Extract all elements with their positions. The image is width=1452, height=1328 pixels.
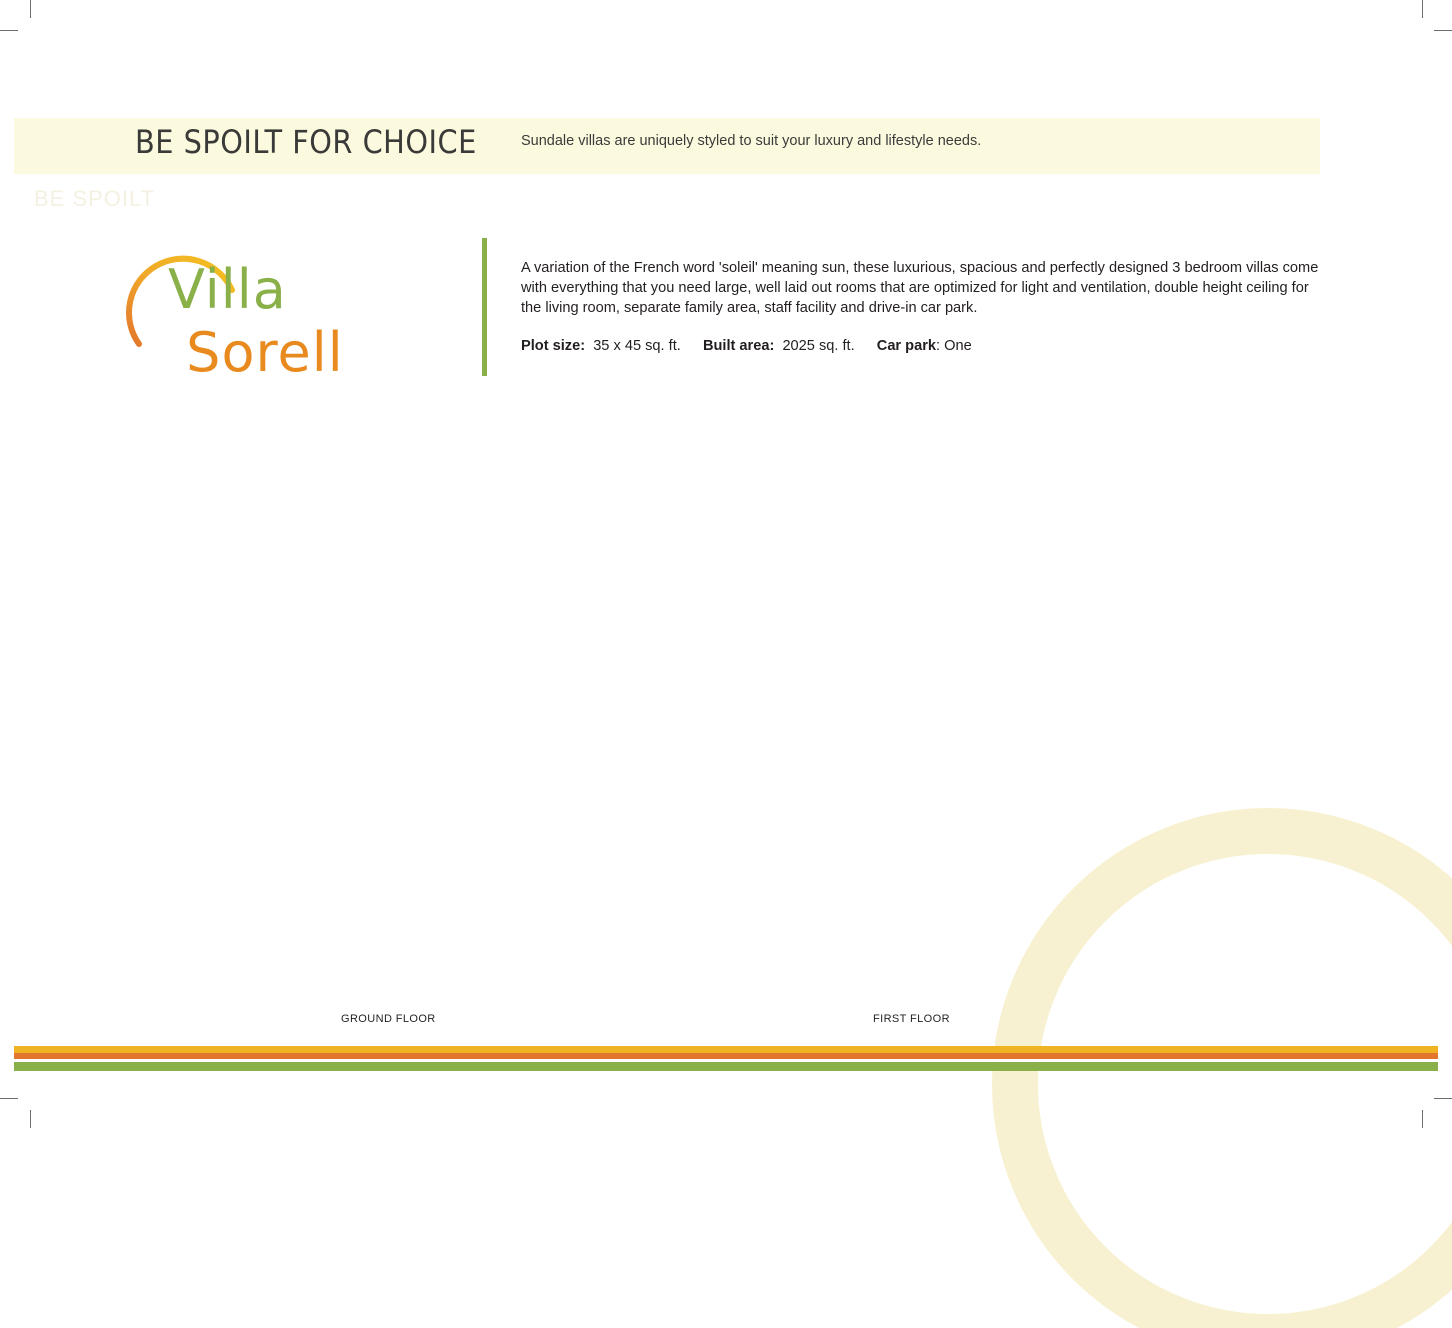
crop-mark-left-bottom: [0, 1098, 18, 1099]
crop-mark-bottom-right: [1422, 1110, 1423, 1128]
logo-word-sorell: Sorell: [186, 321, 344, 384]
vertical-accent-rule: [482, 238, 487, 376]
villa-description: A variation of the French word 'soleil' meaning sun, these luxurious, spacious and perfectly designed 3 bedroom villas come with everything that you need large, well laid out rooms that are optimized for light and ventilation, double height ceiling for the living room, separate family area, staff facility and drive-in car park.: [521, 260, 1319, 316]
villa-specs: [521, 338, 972, 354]
crop-mark-right-bottom: [1434, 1098, 1452, 1099]
footer-stripe-yellow: [14, 1046, 1438, 1053]
car-park-value: : One: [936, 338, 972, 354]
built-area-value: 2025 sq. ft.: [782, 338, 855, 354]
villa-sorell-logo: [125, 228, 455, 384]
car-park-label: Car park: [876, 338, 936, 354]
page-title: BE SPOILT FOR CHOICE: [135, 123, 477, 161]
built-area-label: Built area:: [702, 338, 775, 354]
first-floor-label: FIRST FLOOR: [873, 1013, 950, 1025]
plot-size-label: Plot size:: [521, 338, 586, 354]
header-subtitle: Sundale villas are uniquely styled to suit your luxury and lifestyle needs.: [521, 133, 982, 149]
ghost-text: BE SPOILT: [34, 186, 156, 211]
footer-stripe-green: [14, 1062, 1438, 1071]
crop-mark-top-left: [30, 0, 31, 18]
crop-mark-right-top: [1434, 30, 1452, 31]
crop-mark-left-top: [0, 30, 18, 31]
crop-mark-bottom-left: [30, 1110, 31, 1128]
logo-word-villa: Villa: [168, 258, 287, 321]
ground-floor-label: GROUND FLOOR: [341, 1013, 436, 1025]
logo-wordmark: [168, 258, 455, 384]
crop-mark-top-right: [1422, 0, 1423, 18]
plot-size-value: 35 x 45 sq. ft.: [593, 338, 681, 354]
